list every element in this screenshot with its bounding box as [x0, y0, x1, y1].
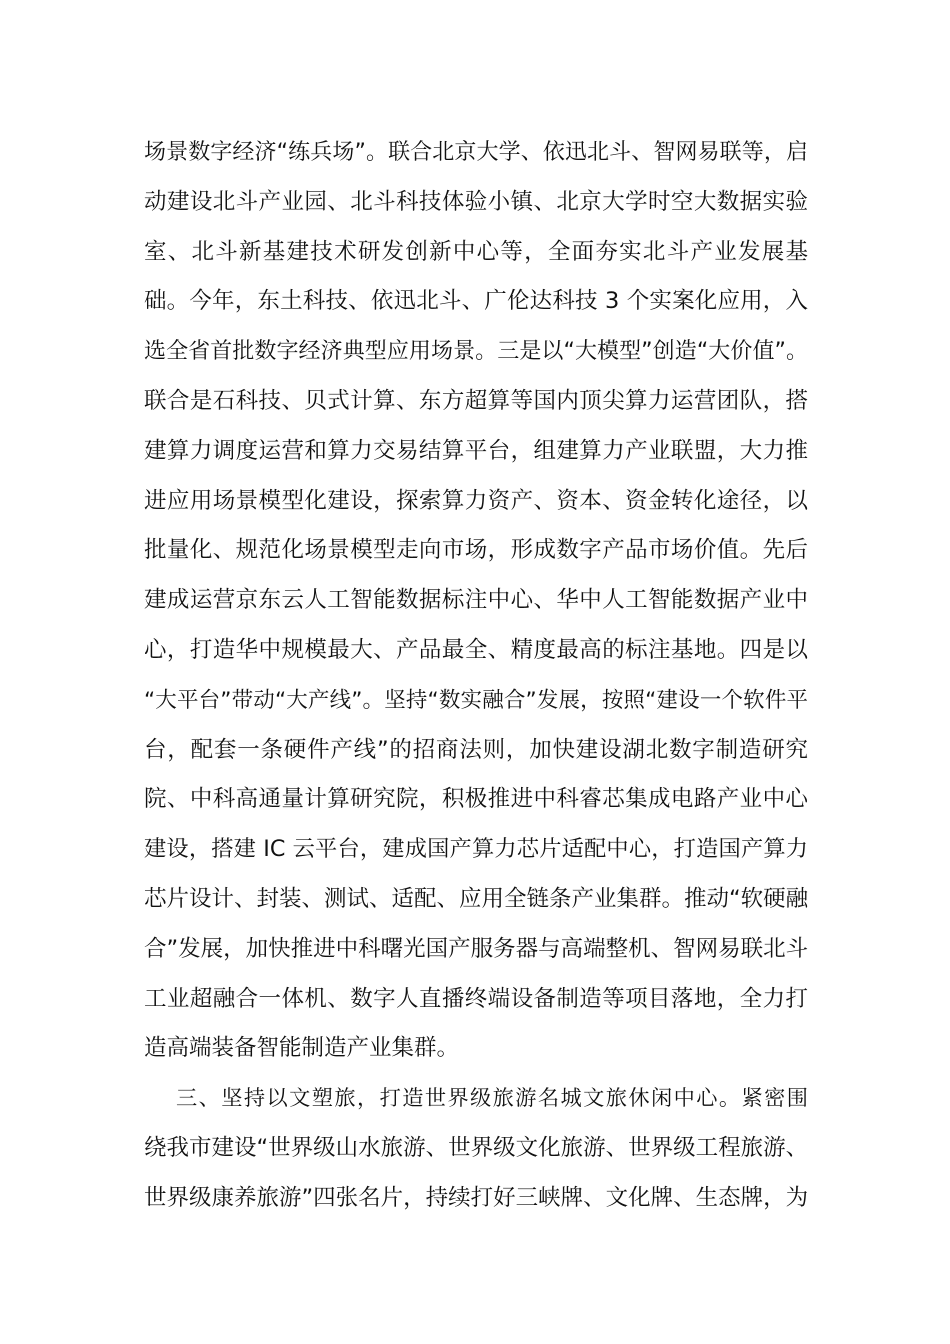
document-body	[144, 128, 808, 1224]
text-line: 联合是石科技、贝式计算、东方超算等国内顶尖算力运营团队，搭	[144, 387, 808, 414]
text-line: 建成运营京东云人工智能数据标注中心、华中人工智能数据产业中	[144, 587, 808, 614]
text-line: 造高端装备智能制造产业集群。	[144, 1035, 460, 1062]
text-line: 台，配套一条硬件产线”的招商法则，加快建设湖北数字制造研究	[144, 736, 808, 763]
text-line: “大平台”带动“大产线”。坚持“数实融合”发展，按照“建设一个软件平	[144, 687, 808, 713]
text-line: 建算力调度运营和算力交易结算平台，组建算力产业联盟，大力推	[144, 437, 808, 464]
text-line: 批量化、规范化场景模型走向市场，形成数字产品市场价值。先后	[144, 537, 808, 564]
text-line: 三、坚持以文塑旅，打造世界级旅游名城文旅休闲中心。紧密围	[176, 1086, 808, 1112]
text-line: 绕我市建设“世界级山水旅游、世界级文化旅游、世界级工程旅游、	[144, 1134, 809, 1161]
text-line: 建设，搭建 IC 云平台，建成国产算力芯片适配中心，打造国产算力	[144, 836, 808, 863]
text-line: 选全省首批数字经济典型应用场景。三是以“大模型”创造“大价值”。	[144, 339, 808, 365]
text-line: 心，打造华中规模最大、产品最全、精度最高的标注基地。四是以	[144, 636, 808, 663]
text-line: 础。今年，东土科技、依迅北斗、广伦达科技 3 个实案化应用，入	[144, 288, 808, 315]
text-line: 动建设北斗产业园、北斗科技体验小镇、北京大学时空大数据实验	[144, 188, 808, 215]
text-line: 合”发展，加快推进中科曙光国产服务器与高端整机、智网易联北斗	[144, 935, 809, 962]
text-line: 室、北斗新基建技术研发创新中心等，全面夯实北斗产业发展基	[144, 238, 808, 265]
text-line: 工业超融合一体机、数字人直播终端设备制造等项目落地，全力打	[144, 985, 808, 1012]
text-line: 进应用场景模型化建设，探索算力资产、资本、资金转化途径，以	[144, 487, 808, 514]
text-line: 芯片设计、封装、测试、适配、应用全链条产业集群。推动“软硬融	[144, 885, 809, 912]
text-line: 世界级康养旅游”四张名片，持续打好三峡牌、文化牌、生态牌，为	[144, 1184, 809, 1211]
paragraph	[144, 1074, 808, 1223]
text-line: 场景数字经济“练兵场”。联合北京大学、依迅北斗、智网易联等，启	[144, 140, 808, 165]
paragraph	[144, 128, 808, 1074]
text-line: 院、中科高通量计算研究院，积极推进中科睿芯集成电路产业中心	[144, 786, 808, 813]
